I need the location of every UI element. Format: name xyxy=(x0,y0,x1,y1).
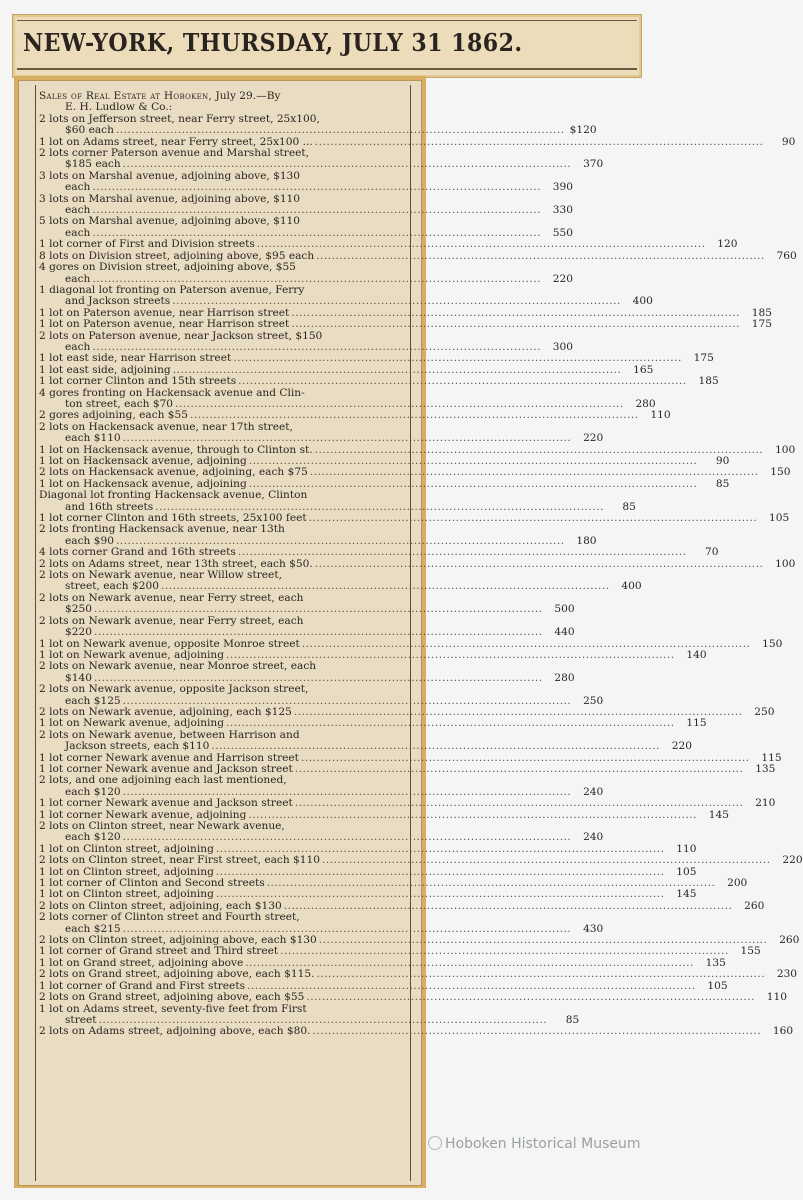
museum-logo-icon xyxy=(428,1136,442,1150)
sale-entry xyxy=(39,546,719,559)
sale-entry-text: 2 lots fronting Hackensack avenue, near 13th xyxy=(39,523,285,536)
sale-entry-text: $60 each xyxy=(65,124,114,137)
dot-leader xyxy=(172,296,621,307)
sale-entry-text: 2 lots on Newark avenue, near Monroe street, each xyxy=(39,660,317,673)
sale-price: 280 xyxy=(635,397,656,410)
sale-entry-text: 2 lots on Clinton street, adjoining, each $130 xyxy=(39,899,282,912)
dot-leader xyxy=(316,251,765,262)
sale-entry xyxy=(39,112,597,137)
sale-entry-line xyxy=(39,375,719,388)
sale-price: 430 xyxy=(583,922,604,935)
sale-entry-text: each xyxy=(65,204,91,217)
sale-price: 120 xyxy=(717,238,738,251)
sale-entry xyxy=(39,614,575,639)
sale-entry-text: 5 lots on Marshal avenue, adjoining above, $110 xyxy=(39,215,301,228)
sale-entry-text: 1 lot corner Clinton and 16th streets, 25x100 feet xyxy=(39,512,307,525)
sale-price: 250 xyxy=(754,705,775,718)
dot-leader xyxy=(295,798,744,809)
sale-entry xyxy=(39,591,575,616)
sale-price: 400 xyxy=(632,295,653,308)
sale-price: 160 xyxy=(772,1025,794,1038)
sale-price: 110 xyxy=(650,409,671,422)
sale-entry-text: 1 lot corner Newark avenue and Harrison street xyxy=(39,751,299,764)
sale-entry xyxy=(39,820,604,844)
sale-entry-text: 4 gores fronting on Hackensack avenue and Clin- xyxy=(39,386,305,399)
sale-price: 145 xyxy=(676,888,697,901)
sale-entry-text: each $120 xyxy=(65,831,121,844)
sale-entry xyxy=(39,489,636,513)
sale-price: 180 xyxy=(576,534,597,547)
sale-price: 85 xyxy=(715,477,730,490)
sale-price: 440 xyxy=(554,626,575,639)
sale-entry-line xyxy=(39,968,798,981)
sale-entry xyxy=(39,683,604,707)
sale-entry-text: each $90 xyxy=(65,534,114,547)
sale-entry-text: 1 lot corner of Grand and First streets xyxy=(39,979,246,992)
sale-entry xyxy=(39,523,597,547)
sale-entry-text: 2 lots on Newark avenue, between Harrison and xyxy=(39,728,300,741)
sale-entry-text: $250 xyxy=(65,603,92,616)
dot-leader xyxy=(238,376,687,387)
sale-entry-text: 1 lot on Grand street, adjoining above xyxy=(39,956,244,969)
sale-entry xyxy=(39,261,573,285)
sale-price: 550 xyxy=(552,226,573,239)
sale-entry-text: $220 xyxy=(65,626,92,639)
sale-entry-text: 2 lots on Clinton street, near First street, each $110 xyxy=(39,854,320,867)
sale-entry-text: 1 lot corner Newark avenue and Jackson street xyxy=(39,762,293,775)
sale-entry-text: 1 lot on Hackensack avenue, through to Clinton st. xyxy=(39,443,313,456)
dot-leader xyxy=(306,992,755,1003)
sale-entry-text: 1 lot on Adams street, near Ferry street, 25x100 ... xyxy=(39,135,313,148)
sale-price: 155 xyxy=(740,945,761,958)
sale-entry-line xyxy=(39,546,719,559)
sale-price: 145 xyxy=(708,808,729,821)
sale-price: 105 xyxy=(707,979,728,992)
sale-price: 220 xyxy=(671,740,692,753)
sale-entry xyxy=(39,991,787,1004)
dot-leader xyxy=(284,901,733,912)
sale-entry xyxy=(39,797,776,810)
sale-entry-text: each $120 xyxy=(65,785,121,798)
newspaper-masthead xyxy=(12,14,642,78)
dot-leader xyxy=(295,764,744,775)
sale-price: 400 xyxy=(621,580,642,593)
sale-price: 185 xyxy=(698,375,719,388)
sale-entry-text: ton street, each $70 xyxy=(65,397,174,410)
sale-entry-text: 1 lot on Adams street, seventy-five feet from First xyxy=(39,1002,307,1015)
sale-entry-line xyxy=(39,603,575,616)
dot-leader xyxy=(249,479,698,490)
sale-entry-line xyxy=(39,295,653,308)
sale-entry-text: and Jackson streets xyxy=(65,295,171,308)
sale-entry xyxy=(39,169,573,194)
sale-price: 85 xyxy=(622,500,636,513)
sale-price: 300 xyxy=(552,340,573,353)
sale-entry-text: each $215 xyxy=(65,922,121,935)
sale-entry xyxy=(39,774,604,798)
sale-entry-text: 2 lots, and one adjoining each last mentioned, xyxy=(39,774,287,787)
sale-entry xyxy=(39,375,719,388)
sale-entry-text: Diagonal lot fronting Hackensack avenue, Clinton xyxy=(39,489,308,502)
dot-leader xyxy=(211,741,660,752)
sale-price: 70 xyxy=(705,546,719,559)
sale-entry-text: 2 lots on Paterson avenue, near Jackson street, $150 xyxy=(39,329,323,342)
sale-entry-text: street, each $200 xyxy=(65,580,159,593)
dot-leader xyxy=(309,513,758,524)
sale-entry-text: 1 diagonal lot fronting on Paterson avenue, Ferry xyxy=(39,283,305,296)
dot-leader xyxy=(238,547,687,558)
sale-price: 135 xyxy=(755,762,776,775)
sale-entry-text: 4 lots corner Grand and 16th streets xyxy=(39,546,236,559)
sale-entry-text: $185 each xyxy=(65,158,121,171)
sale-entry xyxy=(39,854,803,867)
sale-price: $120 xyxy=(569,124,597,137)
sale-entry xyxy=(39,318,772,331)
sale-entry-text: 1 lot on Newark avenue, opposite Monroe street xyxy=(39,637,300,650)
sale-entry xyxy=(39,329,573,354)
dot-leader xyxy=(315,137,764,148)
article-heading-auctioneer: E. H. Ludlow & Co.: xyxy=(65,101,173,114)
sale-price: 110 xyxy=(676,842,697,855)
masthead-title: NEW-YORK, THURSDAY, JULY 31 1862. xyxy=(23,28,523,57)
sale-entry-text: 3 lots on Marshal avenue, adjoining above, $110 xyxy=(39,192,301,205)
sale-entry-line xyxy=(39,797,776,810)
sale-entry-text: 1 lot on Newark avenue, adjoining xyxy=(39,648,225,661)
sale-entry-text: each $125 xyxy=(65,694,121,707)
sale-price: 240 xyxy=(583,785,604,798)
sale-entry-text: 1 lot on Clinton street, adjoining xyxy=(39,865,214,878)
sale-entry xyxy=(39,215,573,239)
sale-price: 115 xyxy=(761,751,782,764)
sale-price: 115 xyxy=(686,717,707,730)
sale-entry xyxy=(39,192,573,217)
sale-entry-text: Jackson streets, each $110 xyxy=(65,740,210,753)
sale-entry-text: 2 lots on Newark avenue, near Ferry street, each xyxy=(39,614,304,627)
sale-price: 100 xyxy=(775,443,796,456)
sale-price: 210 xyxy=(755,797,776,810)
sale-entry-line xyxy=(39,432,604,445)
sale-entry-line xyxy=(39,626,575,639)
sale-entry-text: each xyxy=(65,181,91,194)
sale-price: 260 xyxy=(779,934,800,947)
sale-price: 280 xyxy=(554,671,575,684)
sale-entry-text: each $110 xyxy=(65,432,121,445)
sale-entry xyxy=(39,283,653,308)
sale-entry-text: 2 lots on Clinton street, near Newark avenue, xyxy=(39,820,285,832)
sale-entry xyxy=(39,911,604,935)
sale-price: 390 xyxy=(552,181,573,194)
sale-entry-text: 2 lots on Grand street, adjoining above, each $115. xyxy=(39,968,315,981)
sale-entry-line xyxy=(39,181,573,194)
dot-leader xyxy=(291,319,740,330)
sale-entry-line xyxy=(39,318,772,331)
sale-price: 110 xyxy=(766,991,787,1004)
sale-price: 200 xyxy=(727,877,748,890)
sale-entry xyxy=(39,386,656,411)
dot-leader xyxy=(322,855,771,866)
sale-entry xyxy=(39,238,738,251)
sale-entry-text: and 16th streets xyxy=(65,500,154,513)
sale-price: 220 xyxy=(782,854,803,867)
sale-entry-text: 1 lot on Hackensack avenue, adjoining xyxy=(39,477,247,490)
sale-price: 760 xyxy=(776,249,797,262)
sale-entry-line xyxy=(39,740,692,753)
sale-entry-text: 1 lot east side, adjoining xyxy=(39,363,171,376)
article-heading-date: July 29.—By xyxy=(212,90,281,102)
dot-leader xyxy=(312,1026,761,1037)
sale-entry xyxy=(39,1025,794,1038)
sale-entry-text: 2 lots on Jefferson street, near Ferry street, 25x100, xyxy=(39,112,320,125)
sale-entry xyxy=(39,1002,580,1027)
sale-price: 370 xyxy=(583,158,604,171)
sale-entry-text: 2 gores adjoining, each $55 xyxy=(39,409,189,422)
article-heading-smallcaps: Sales of Real Estate at Hoboken, xyxy=(39,90,213,102)
sale-entry-text: 4 gores on Division street, adjoining above, $55 xyxy=(39,261,296,274)
sale-entry-text: 2 lots on Hackensack avenue, adjoining, each $75 xyxy=(39,466,308,479)
dot-leader xyxy=(92,182,541,193)
sale-price: 175 xyxy=(751,318,772,331)
sale-price: 105 xyxy=(676,865,697,878)
dot-leader xyxy=(94,627,543,638)
sale-price: 150 xyxy=(762,637,783,650)
sale-price: 105 xyxy=(769,512,790,525)
dot-leader xyxy=(316,969,765,980)
column-rule-left xyxy=(35,85,36,1181)
sale-entry xyxy=(39,968,798,981)
sale-price: 85 xyxy=(565,1013,580,1026)
sales-list xyxy=(39,112,803,1038)
sale-entry-text: $140 xyxy=(65,671,92,684)
sale-entry-line xyxy=(39,854,803,867)
sale-entry-text: street xyxy=(65,1013,97,1026)
sale-price: 250 xyxy=(583,694,604,707)
dot-leader xyxy=(94,604,543,615)
sale-price: 230 xyxy=(776,968,798,981)
sale-price: 150 xyxy=(770,466,791,479)
sale-entry-text: 1 lot on Hackensack avenue, adjoining xyxy=(39,455,247,467)
sale-entry-text: 2 lots on Clinton street, adjoining above, each $130 xyxy=(39,934,317,947)
dot-leader xyxy=(315,559,764,570)
sale-price: 90 xyxy=(715,455,730,467)
sale-price: 165 xyxy=(633,363,654,376)
sale-entry-text: 3 lots on Marshal avenue, adjoining above, $130 xyxy=(39,169,301,182)
sale-price: 330 xyxy=(552,204,573,217)
sale-entry-text: 2 lots on Hackensack avenue, near 17th street, xyxy=(39,420,293,433)
sale-entry-text: 1 lot corner of First and Division streets xyxy=(39,238,255,251)
sale-price: 220 xyxy=(583,432,604,445)
sale-entry-text: 1 lot east side, near Harrison street xyxy=(39,352,232,365)
sale-entry-text: 1 lot on Newark avenue, adjoining xyxy=(39,717,225,730)
dot-leader xyxy=(248,810,697,821)
sale-price: 140 xyxy=(686,648,707,661)
sale-entry-text: 1 lot on Paterson avenue, near Harrison street xyxy=(39,318,290,331)
dot-leader xyxy=(116,125,565,136)
sale-entry xyxy=(39,147,604,171)
sale-entry xyxy=(39,728,692,753)
sale-entry-text: 1 lot corner of Grand street and Third street xyxy=(39,945,279,958)
sale-price: 260 xyxy=(744,899,765,912)
sale-price: 135 xyxy=(705,956,726,969)
sale-entry xyxy=(39,420,604,445)
sale-price: 500 xyxy=(554,603,575,616)
sale-entry-text: 2 lots on Adams street, adjoining above, each $80. xyxy=(39,1025,311,1038)
sale-entry-text: each xyxy=(65,340,91,353)
sale-entry-text: 2 lots on Adams street, near 13th street, each $50. xyxy=(39,557,313,570)
sale-entry-text: 1 lot on Clinton street, adjoining xyxy=(39,842,214,855)
sale-entry xyxy=(39,569,642,593)
sale-entry-text: 2 lots on Newark avenue, adjoining, each $125 xyxy=(39,705,292,718)
sale-entry-text: each xyxy=(65,226,91,239)
museum-watermark: Hoboken Historical Museum xyxy=(445,1136,641,1152)
sale-entry-text: 2 lots on Newark avenue, opposite Jackson street, xyxy=(39,683,309,696)
article-body xyxy=(39,90,803,1038)
sale-entry-text: 2 lots on Newark avenue, near Willow street, xyxy=(39,569,282,582)
sale-entry-line xyxy=(39,238,738,251)
sale-price: 185 xyxy=(751,306,772,319)
sale-entry-text: each xyxy=(65,272,91,285)
dot-leader xyxy=(257,239,706,250)
sale-price: 175 xyxy=(693,352,714,365)
sale-entry-text: 1 lot corner of Clinton and Second streets xyxy=(39,877,265,890)
sale-entry-text: 2 lots corner of Clinton street and Fourth street, xyxy=(39,911,300,924)
sale-price: 220 xyxy=(552,272,573,285)
sale-entry-text: 2 lots on Grand street, adjoining above, each $55 xyxy=(39,991,305,1004)
sale-entry-text: 2 lots on Newark avenue, near Ferry street, each xyxy=(39,591,304,604)
masthead-top-rule xyxy=(17,20,637,21)
sale-entry-text: 1 lot on Paterson avenue, near Harrison street xyxy=(39,306,290,319)
sale-entry-text: 1 lot on Clinton street, adjoining xyxy=(39,888,214,901)
sale-entry-text: 2 lots corner Paterson avenue and Marshal street, xyxy=(39,147,310,160)
sale-entry xyxy=(39,660,575,684)
sale-price: 240 xyxy=(583,831,604,844)
dot-leader xyxy=(123,433,572,444)
sale-entry-text: 1 lot corner Newark avenue, adjoining xyxy=(39,808,247,821)
sale-price: 90 xyxy=(781,135,796,148)
masthead-bottom-rule xyxy=(17,68,637,70)
sale-entry-text: 1 lot corner Newark avenue and Jackson street xyxy=(39,797,293,810)
sale-entry-text: 1 lot corner Clinton and 15th streets xyxy=(39,375,237,388)
sale-entry-line xyxy=(39,1025,794,1038)
sale-price: 100 xyxy=(775,557,796,570)
sale-entry-line xyxy=(39,124,597,137)
sale-entry-text: 8 lots on Division street, adjoining above, $95 each xyxy=(39,249,315,262)
sale-entry-line xyxy=(39,991,787,1004)
